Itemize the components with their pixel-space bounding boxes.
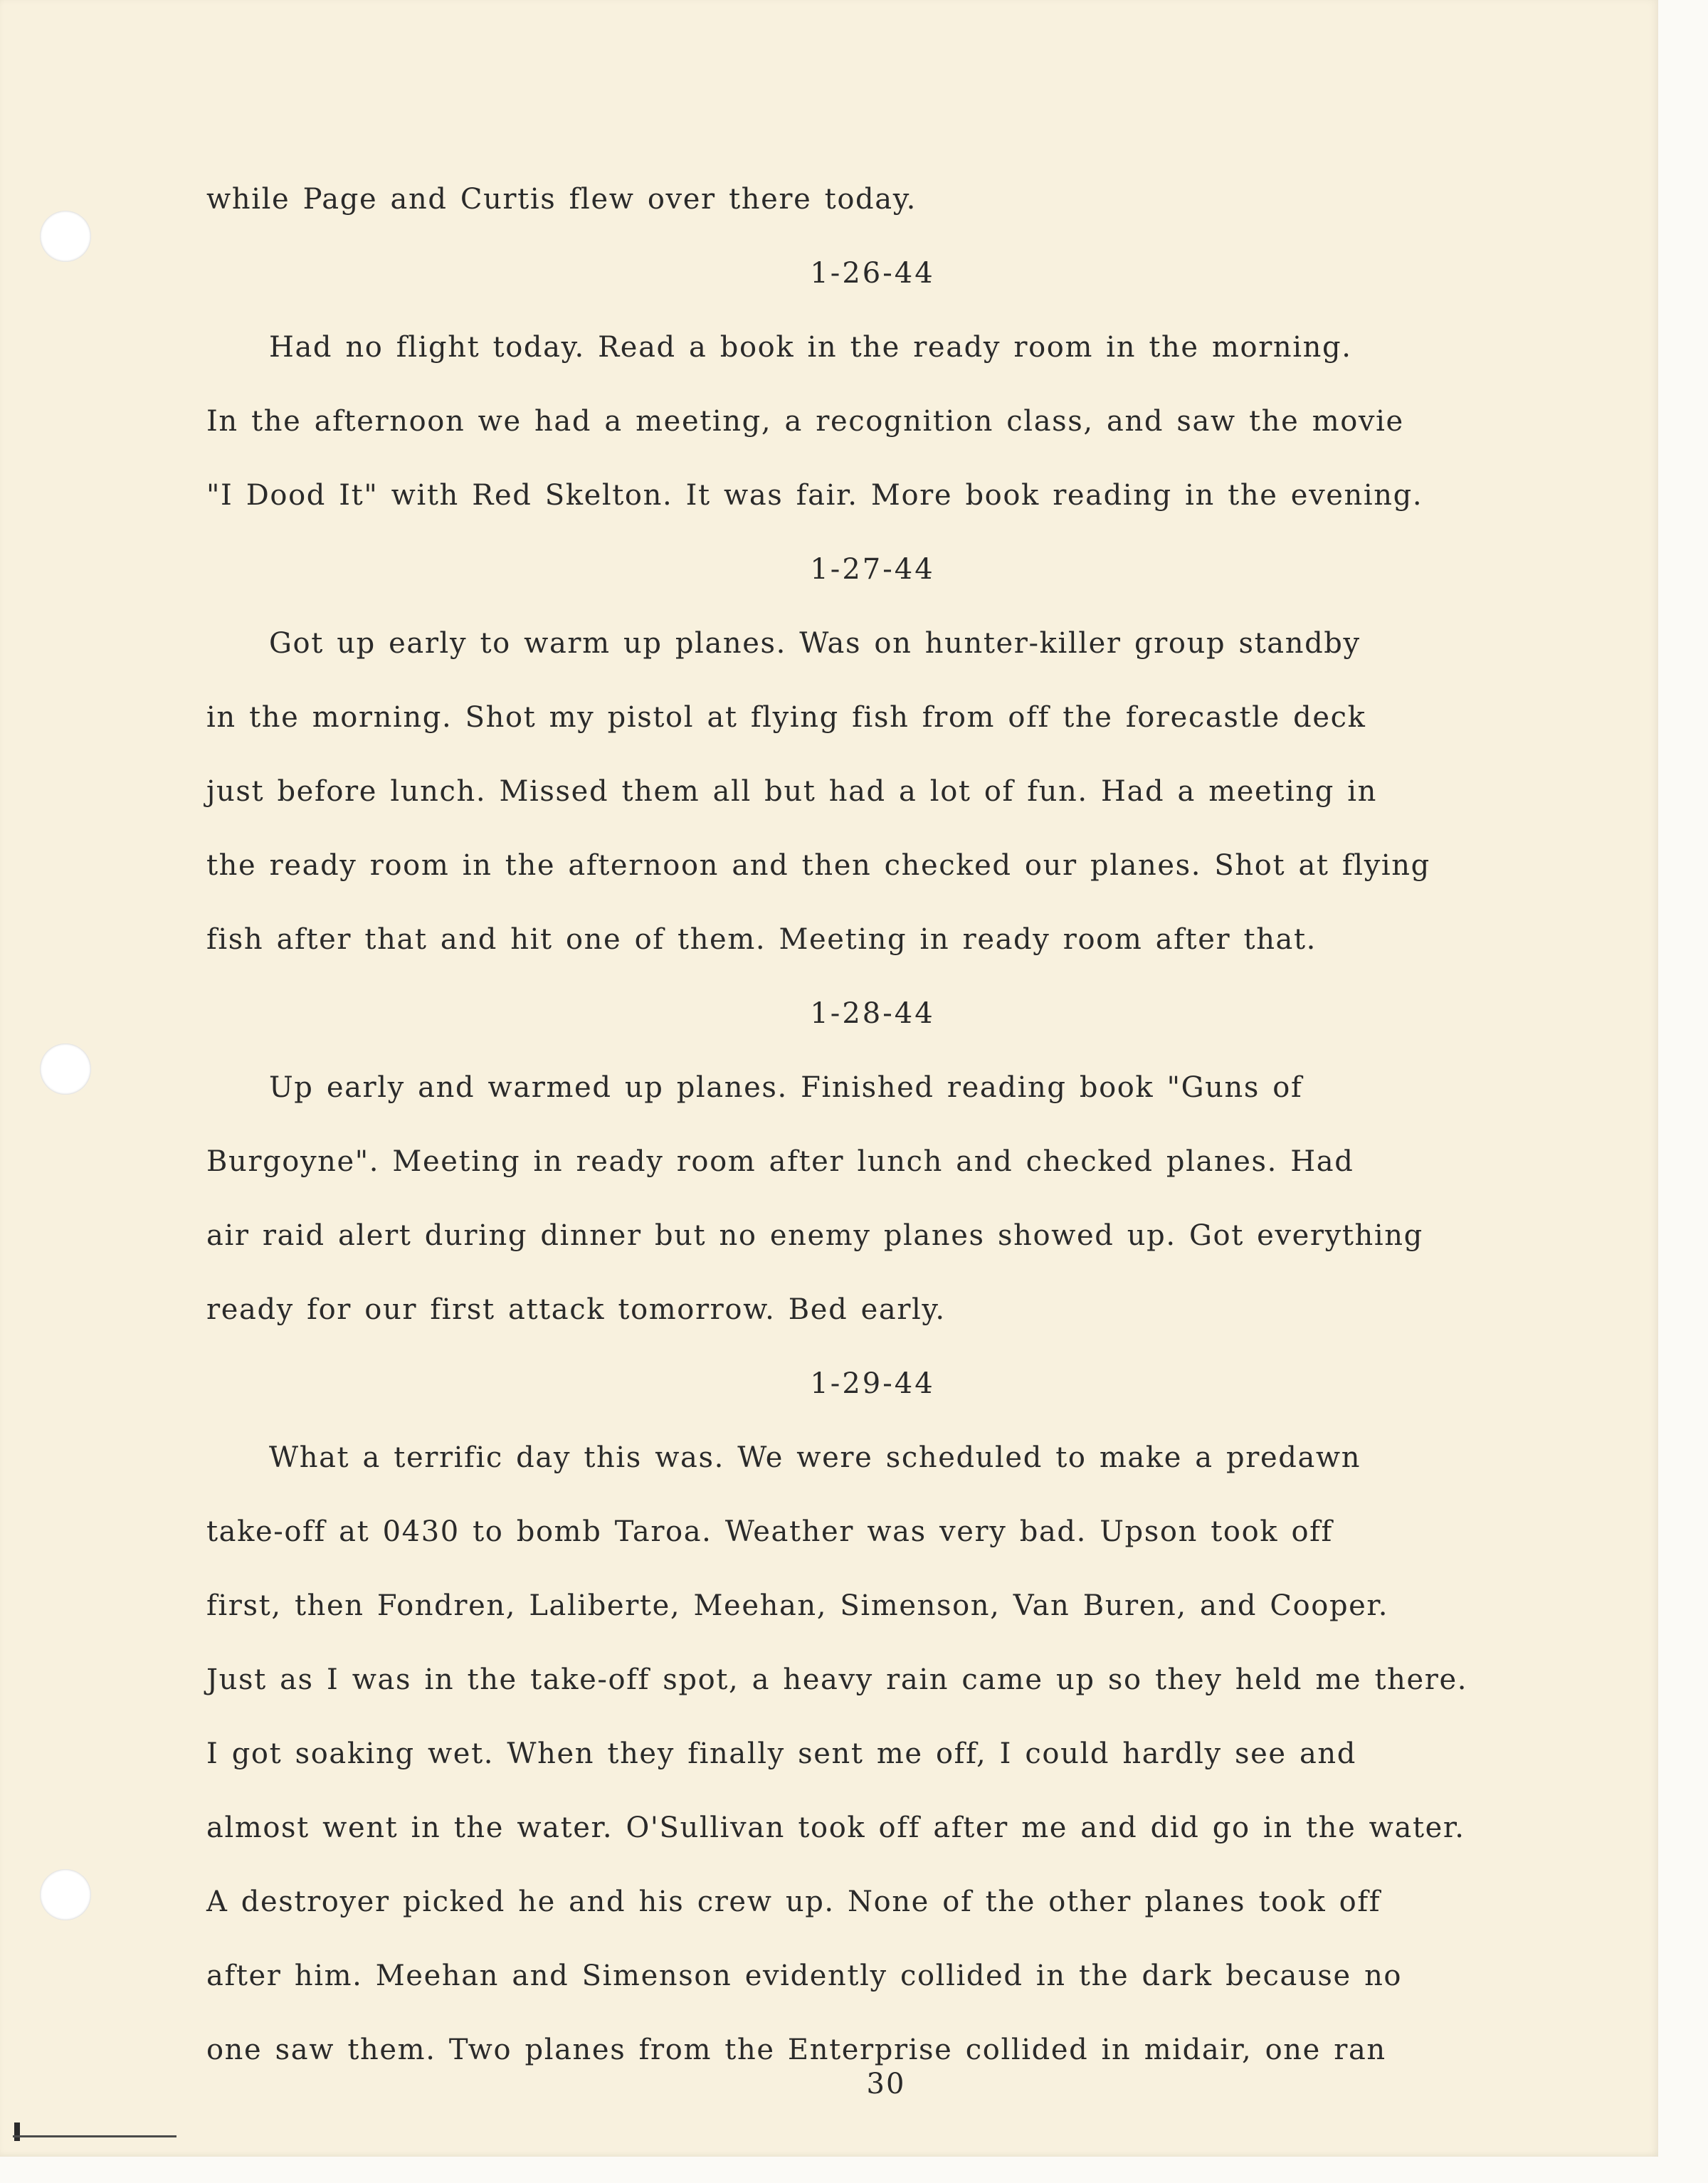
text-line: one saw them. Two planes from the Enterprise collided in midair, one ran xyxy=(206,2034,1386,2066)
text-line: Just as I was in the take-off spot, a heavy rain came up so they held me there. xyxy=(206,1663,1468,1696)
text-line: the ready room in the afternoon and then checked our planes. Shot at flying xyxy=(206,849,1430,882)
text-line: "I Dood It" with Red Skelton. It was fair. More book reading in the evening. xyxy=(206,479,1423,512)
entry-date: 1-28-44 xyxy=(810,997,935,1030)
binder-hole-middle xyxy=(40,1043,91,1095)
text-line: after him. Meehan and Simenson evidently collided in the dark because no xyxy=(206,1960,1403,1992)
text-line: first, then Fondren, Laliberte, Meehan, Simenson, Van Buren, and Cooper. xyxy=(206,1589,1389,1622)
entry-date: 1-29-44 xyxy=(810,1367,935,1400)
text-line: What a terrific day this was. We were scheduled to make a predawn xyxy=(269,1441,1361,1474)
text-line: almost went in the water. O'Sullivan took off after me and did go in the water. xyxy=(206,1811,1465,1844)
text-line: A destroyer picked he and his crew up. None of the other planes took off xyxy=(206,1885,1381,1918)
page-margin-bottom xyxy=(0,2157,1708,2183)
text-line: I got soaking wet. When they finally sent me off, I could hardly see and xyxy=(206,1737,1357,1770)
binder-hole-top xyxy=(40,211,91,262)
text-line: air raid alert during dinner but no enemy planes showed up. Got everything xyxy=(206,1219,1423,1252)
page-number: 30 xyxy=(866,2068,906,2100)
entry-date: 1-26-44 xyxy=(810,257,935,290)
text-line: just before lunch. Missed them all but had a lot of fun. Had a meeting in xyxy=(206,775,1378,808)
text-line: Got up early to warm up planes. Was on hunter-killer group standby xyxy=(269,627,1361,660)
entry-date: 1-27-44 xyxy=(810,553,935,586)
binder-hole-bottom xyxy=(40,1869,91,1920)
text-line: Up early and warmed up planes. Finished reading book "Guns of xyxy=(269,1071,1303,1104)
diary-text xyxy=(206,162,1530,2087)
text-line: while Page and Curtis flew over there today. xyxy=(206,183,917,216)
text-line: ready for our first attack tomorrow. Bed early. xyxy=(206,1293,946,1326)
text-line: take-off at 0430 to bomb Taroa. Weather was very bad. Upson took off xyxy=(206,1515,1333,1548)
text-line: in the morning. Shot my pistol at flying fish from off the forecastle deck xyxy=(206,701,1366,734)
text-line: Burgoyne". Meeting in ready room after lunch and checked planes. Had xyxy=(206,1145,1354,1178)
text-line: In the afternoon we had a meeting, a recognition class, and saw the movie xyxy=(206,405,1404,438)
text-line: fish after that and hit one of them. Meeting in ready room after that. xyxy=(206,923,1317,956)
bottom-edge-mark xyxy=(14,2122,20,2141)
text-line: Had no flight today. Read a book in the ready room in the morning. xyxy=(269,331,1352,364)
bottom-edge-rule xyxy=(13,2135,176,2137)
page-margin-right xyxy=(1658,0,1708,2183)
